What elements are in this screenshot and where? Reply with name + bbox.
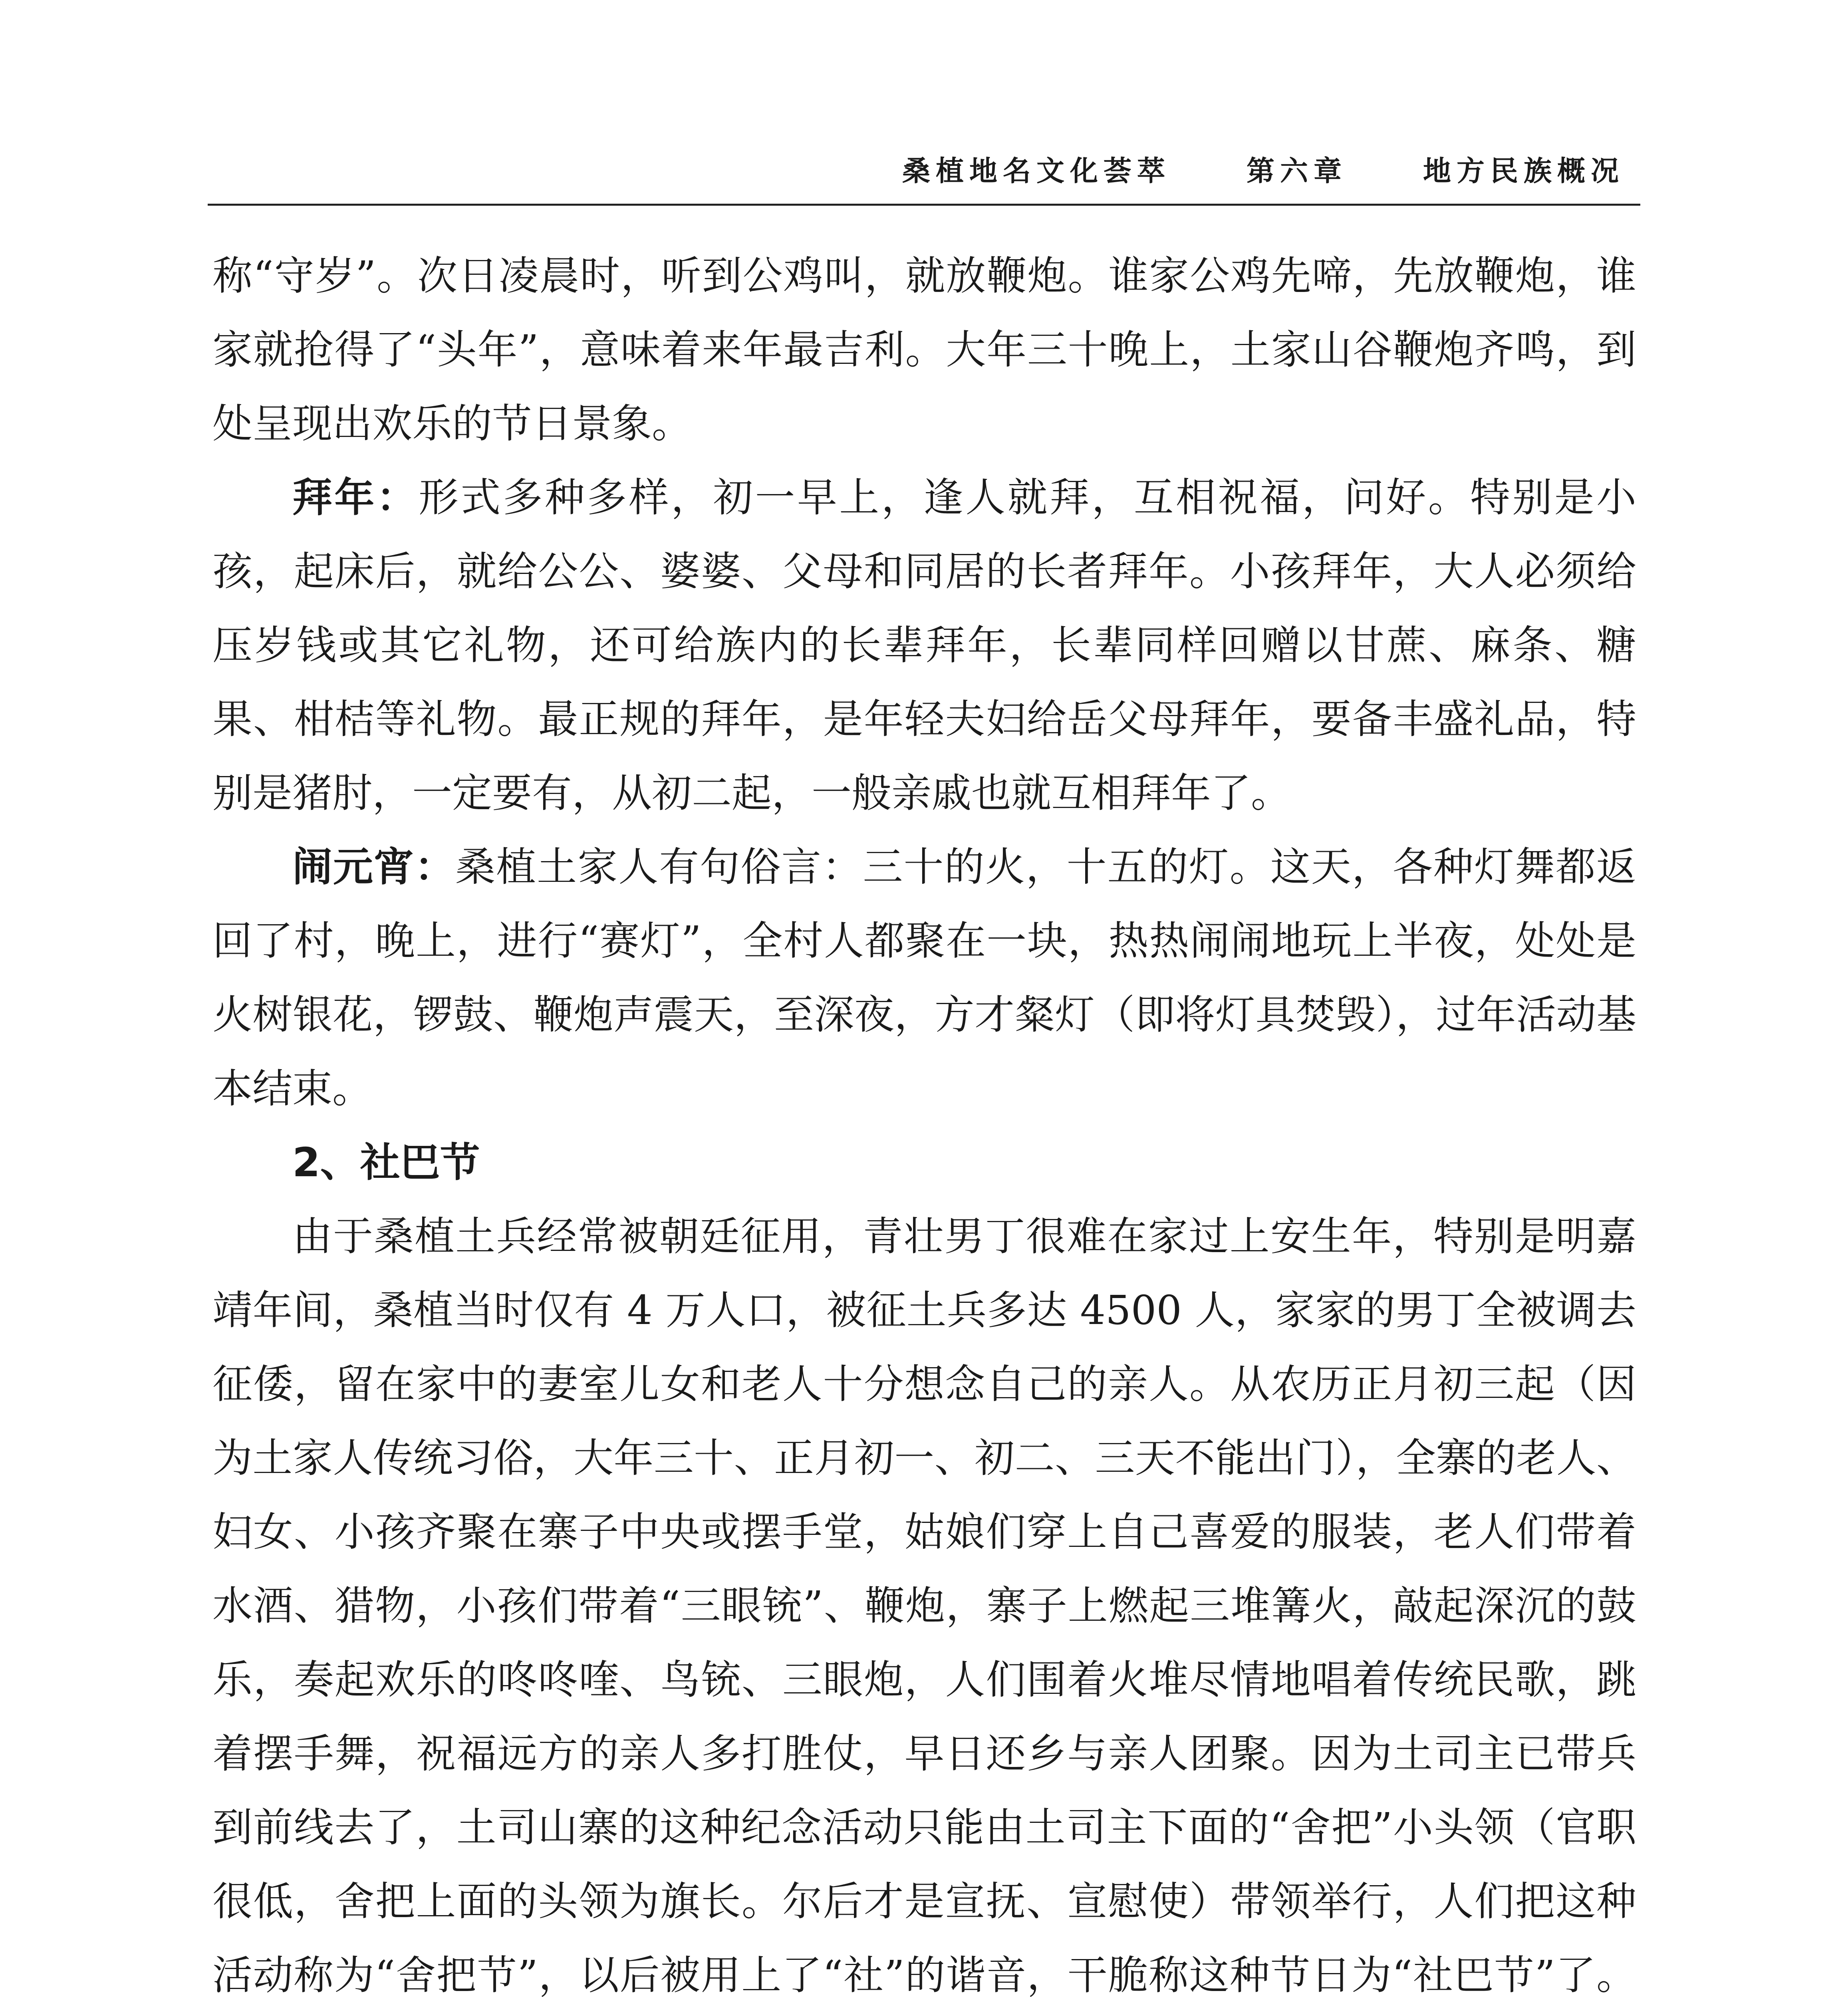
- header-chapter-title: 地方民族概况: [1423, 154, 1624, 187]
- body-text: [212, 239, 1636, 1997]
- paragraph-shousui: 称“守岁”。次日凌晨时，听到公鸡叫，就放鞭炮。谁家公鸡先啼，先放鞭炮，谁家就抢得了“头年”，意味着来年最吉利。大年三十晚上，土家山谷鞭炮齐鸣，到处呈现出欢乐的节日景象。: [212, 252, 1636, 447]
- bainian-lead: 拜年：: [292, 474, 419, 521]
- header-book-title: 桑植地名文化荟萃: [902, 154, 1171, 187]
- yuanxiao-text: 桑植土家人有句俗言：三十的火，十五的灯。这天，各种灯舞都返回了村，晚上，进行“赛灯”，全村人都聚在一块，热热闹闹地玩上半夜，处处是火树银花，锣鼓、鞭炮声震天，至深夜，方才粲灯（即将灯具焚毁），过年活动基本结束。: [212, 844, 1636, 1112]
- bainian-text: 形式多种多样，初一早上，逢人就拜，互相祝福，问好。特别是小孩，起床后，就给公公、婆婆、父母和同居的长者拜年。小孩拜年，大人必须给压岁钱或其它礼物，还可给族内的长辈拜年，长辈同样回赠以甘蔗、麻条、糖果、柑桔等礼物。最正规的拜年，是年轻夫妇给岳父母拜年，要备丰盛礼品，特别是猪肘，一定要有，从初二起，一般亲戚也就互相拜年了。: [212, 474, 1636, 816]
- paragraph-yuanxiao: [212, 830, 1636, 1126]
- paragraph-sheba: 由于桑植土兵经常被朝廷征用，青壮男丁很难在家过上安生年，特别是明嘉靖年间，桑植当时仅有 4 万人口，被征土兵多达 4500 人，家家的男丁全被调去征倭，留在家中的妻室儿女和老人十分想念自己的亲人。从农历正月初三起（因为土家人传统习俗，大年三十、正月初一、初二、三天不能出门），全寨的老人、妇女、小孩齐聚在寨子中央或摆手堂，姑娘们穿上自己喜爱的服装，老人们带着水酒、猎物，小孩们带着“三眼铳”、鞭炮，寨子上燃起三堆篝火，敲起深沉的鼓乐，奏起欢乐的咚咚喹、鸟铳、三眼炮，人们围着火堆尽情地唱着传统民歌，跳着摆手舞，祝福远方的亲人多打胜仗，早日还乡与亲人团聚。因为土司主已带兵到前线去了，土司山寨的这种纪念活动只能由土司主下面的“舍把”小头领（官职很低，舍把上面的头领为旗长。尔后才是宣抚、宣慰使）带领举行，人们把这种活动称为“舍把节”，以后被用上了“社”的谐音，干脆称这种节日为“社巴节”了。: [212, 1213, 1636, 1997]
- header-chapter: 第六章: [1247, 154, 1347, 187]
- paragraph-bainian: [212, 461, 1636, 830]
- yuanxiao-lead: 闹元宵：: [292, 843, 456, 890]
- header-rule: [208, 204, 1640, 206]
- running-header: [826, 149, 1624, 189]
- section-heading-sheba: 2、社巴节: [292, 1139, 480, 1186]
